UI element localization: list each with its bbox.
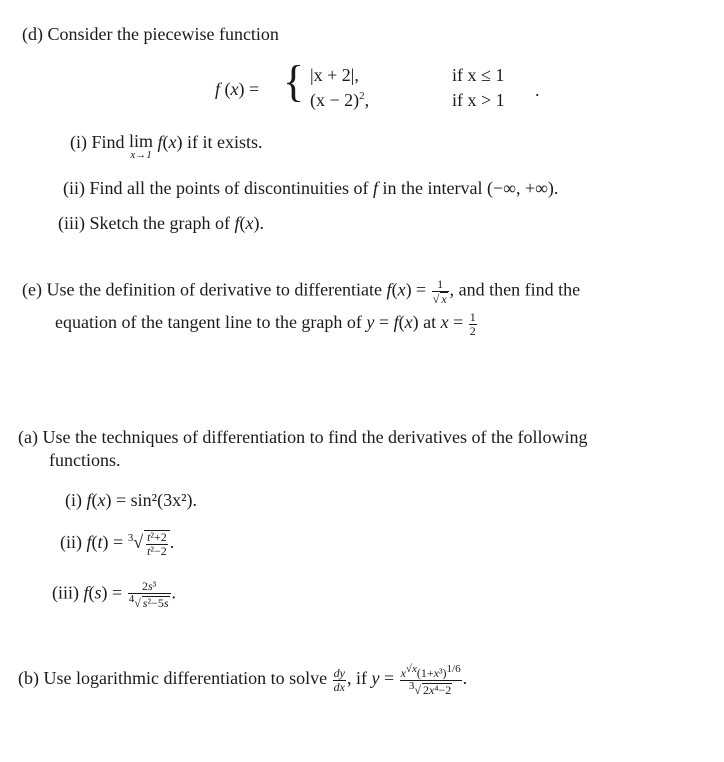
question-d-ii: (ii) Find all the points of discontinuities of f in the interval (−∞, +∞). [63, 178, 559, 198]
cube-root-expression: $^3$√ $\frac{\text{t²+2}}{\text{t²−2}}$ . [127, 530, 175, 558]
part-d-heading [22, 24, 279, 45]
part-label: (b) [18, 668, 39, 689]
sub-label: (i) [70, 132, 87, 152]
part-a-line1 [18, 427, 588, 448]
lim-word: lim [129, 131, 154, 151]
dy-dx-fraction: $\frac{dy}{dx}$ [333, 666, 345, 694]
sub-label: (i) [65, 490, 82, 510]
left-brace: { [283, 57, 305, 106]
limit-operator [129, 132, 153, 161]
part-label: (a) [18, 427, 38, 447]
question-text: Find all the points of discontinuities of [89, 178, 369, 198]
question-text: Find [91, 132, 125, 152]
question-tail: in the interval (−∞, +∞). [382, 178, 559, 198]
piece2-cond: if x > 1 [452, 90, 505, 110]
part-d-intro: Consider the piecewise function [47, 24, 279, 44]
sub-label: (iii) [52, 582, 79, 603]
piece2-expr-row: $(x - 2)^2$, [310, 90, 370, 110]
part-b-line: (b) Use logarithmic differentiation to solve $\frac{dy}{dx}$ , if y = $\frac{x^{√x}(1+x^3)^{1/6}}{^3√ 2x^4-2}$ . [18, 663, 468, 697]
trailing-dot: . [535, 80, 540, 100]
fraction-one-over-root-x: $\frac{1}{√ x}$ [432, 277, 447, 306]
piece1-expr: |x + 2|, [310, 65, 359, 85]
sub-label: (iii) [58, 213, 85, 233]
part-b-text: Use logarithmic differentiation to solve [43, 668, 328, 689]
question-a-ii: (ii) f(t) = $^3$√ $\frac{\text{t²+2}}{\text{t²−2}}$ . [60, 530, 175, 558]
part-e-text: Use the definition of derivative to differentiate [46, 279, 383, 300]
log-diff-expression: $\frac{x^{√x}(1+x^3)^{1/6}}{^3√ 2x^4-2}$ [400, 663, 461, 697]
lim-subscript: x→1 [130, 149, 152, 161]
question-text: Sketch the graph of [89, 213, 230, 233]
part-label: (e) [22, 279, 42, 300]
part-a-text: Use the techniques of differentiation to find the derivatives of the following [42, 427, 588, 447]
part-e-line2: equation of the tangent line to the graph of y = f(x) at x = $\frac{1}{2}$ [55, 310, 476, 338]
piece1-cond: if x ≤ 1 [452, 65, 505, 85]
sub-label: (ii) [60, 532, 82, 553]
function-lhs: f (x) = [215, 79, 260, 99]
question-d-i: (i) Find lim x→1 f(x) if it exists. [70, 131, 263, 161]
expression: = sin²(3x²). [116, 490, 197, 510]
fraction-one-half: $\frac{1}{2}$ [469, 310, 476, 338]
part-e-text: equation of the tangent line to the graph of [55, 312, 362, 333]
part-a-line2: functions. [49, 450, 121, 470]
part-e-text-cont: , and then find the [449, 279, 581, 300]
part-e-line1: (e) Use the definition of derivative to differentiate f(x) = $\frac{1}{√ x}$ , and then find the [22, 277, 581, 306]
question-a-iii: (iii) f(s) = $\frac{\text{2s³}}{^4√ s^2-5s}$ . [52, 579, 176, 610]
fraction-expression: $\frac{\text{2s³}}{^4√ s^2-5s}$ [128, 579, 169, 610]
part-label: (d) [22, 24, 43, 44]
part-e-at: at [423, 312, 437, 333]
sub-label: (ii) [63, 178, 85, 198]
piece2-expr: (x − 2) [310, 90, 360, 110]
question-tail: if it exists. [187, 132, 263, 152]
question-d-iii: (iii) Sketch the graph of f(x). [58, 213, 264, 233]
question-a-i: (i) f(x) = sin²(3x²). [65, 490, 197, 510]
part-b-if: , if [346, 668, 367, 689]
